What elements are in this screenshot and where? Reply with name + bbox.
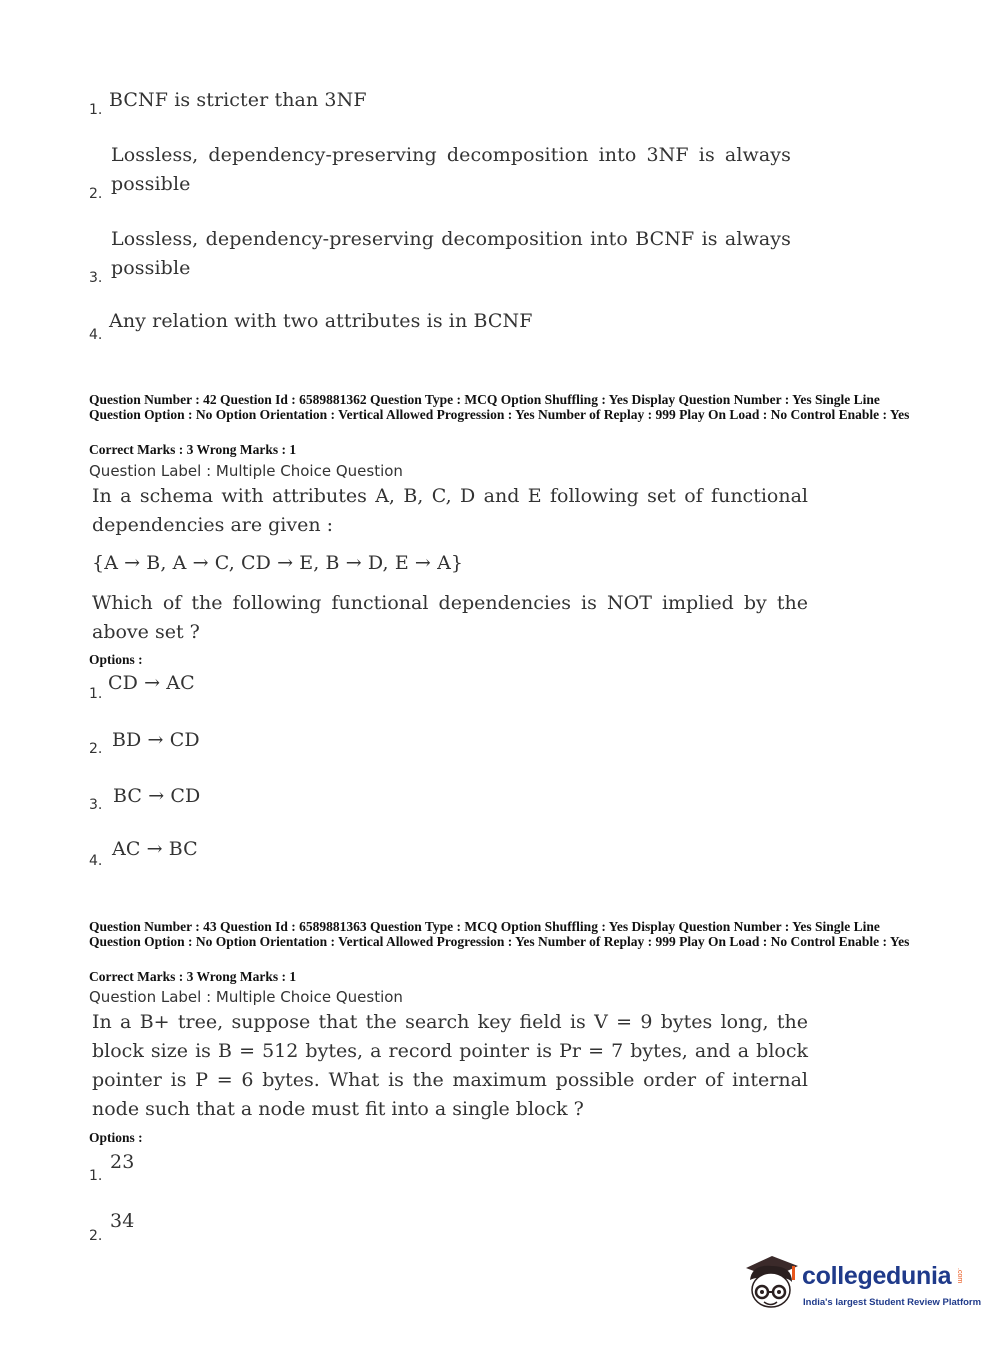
question-label: Question Label : Multiple Choice Question [89, 988, 403, 1006]
question-text: In a schema with attributes A, B, C, D and E following set of functional dependencies are given : [92, 485, 808, 536]
question-meta: Question Number : 42 Question Id : 6589881362 Question Type : MCQ Option Shuffling : Yes Display Question Number : Yes Single Line Question Option : No Option Orientation : Vertical Allowed Progression : Yes Number of Replay : 999 Play On Load : No Control Enable : Yes [89, 392, 910, 422]
options-heading: Options : [89, 1130, 143, 1145]
option-text: BC → CD [113, 785, 201, 807]
option-number: 1. [89, 686, 103, 702]
option-number: 1. [89, 102, 103, 118]
logo-wordmark: collegedunia [802, 1262, 952, 1290]
option-number: 3. [89, 270, 103, 286]
options-heading: Options : [89, 652, 143, 667]
option-number: 3. [89, 797, 103, 813]
option-text: 34 [110, 1210, 135, 1232]
option-text: BCNF is stricter than 3NF [109, 89, 367, 111]
collegedunia-logo[interactable] [742, 1250, 982, 1320]
option-number: 2. [89, 741, 103, 757]
option-number: 4. [89, 853, 103, 869]
option-number: 4. [89, 327, 103, 343]
question-label: Question Label : Multiple Choice Question [89, 462, 403, 480]
question-marks: Correct Marks : 3 Wrong Marks : 1 [89, 442, 297, 457]
question-text: Which of the following functional dependencies is NOT implied by the above set ? [92, 592, 808, 643]
option-text: BD → CD [112, 729, 200, 751]
option-text: Lossless, dependency-preserving decomposition into BCNF is always possible [111, 228, 791, 279]
option-text: Lossless, dependency-preserving decomposition into 3NF is always possible [111, 144, 791, 195]
option-number: 2. [89, 186, 103, 202]
mascot-icon [742, 1250, 802, 1320]
question-dependencies: {A → B, A → C, CD → E, B → D, E → A} [92, 552, 464, 574]
option-text: Any relation with two attributes is in BCNF [109, 310, 533, 332]
question-text: In a B+ tree, suppose that the search key field is V = 9 bytes long, the block size is B = 512 bytes, a record pointer is Pr = 7 bytes, and a block pointer is P = 6 bytes. What is the maximum possible order of internal node such that a node must fit into a single block ? [92, 1011, 808, 1120]
question-marks: Correct Marks : 3 Wrong Marks : 1 [89, 969, 297, 984]
option-text: AC → BC [112, 838, 198, 860]
logo-domain: .com [956, 1268, 963, 1284]
logo-tagline: India's largest Student Review Platform [803, 1297, 982, 1308]
option-number: 2. [89, 1228, 103, 1244]
option-number: 1. [89, 1168, 103, 1184]
option-text: CD → AC [108, 672, 195, 694]
question-meta: Question Number : 43 Question Id : 6589881363 Question Type : MCQ Option Shuffling : Yes Display Question Number : Yes Single Line Question Option : No Option Orientation : Vertical Allowed Progression : Yes Number of Replay : 999 Play On Load : No Control Enable : Yes [89, 919, 910, 949]
option-text: 23 [110, 1151, 135, 1173]
